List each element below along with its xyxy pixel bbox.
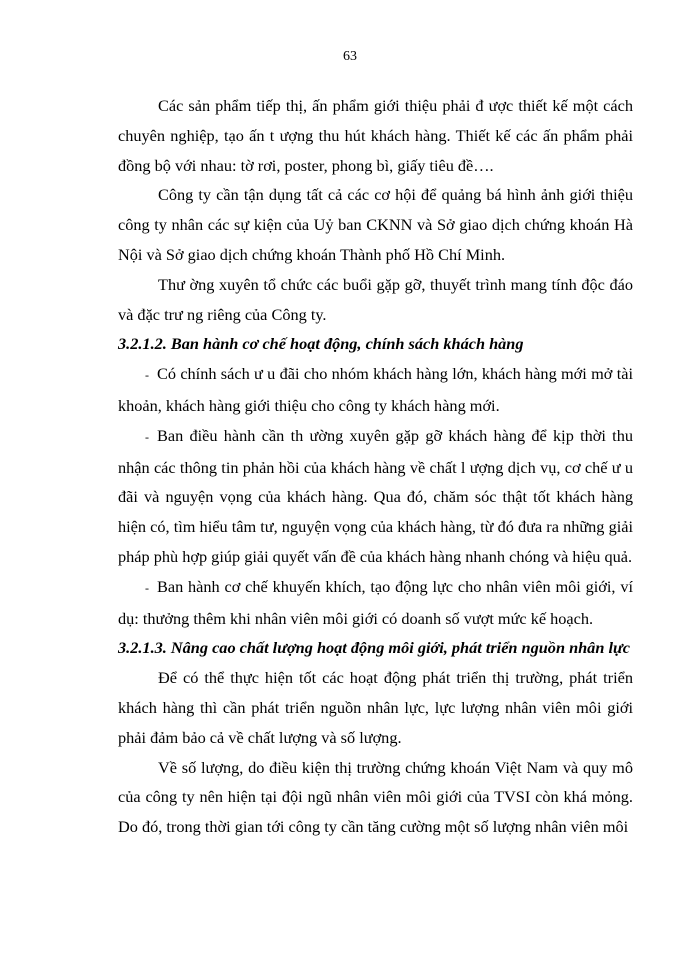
bullet-item [118, 359, 633, 421]
bullet-text: Có chính sách ư u đãi cho nhóm khách hàng lớn, khách hàng mới mở tài khoản, khách hàng giới thiệu cho công ty khách hàng mới. [118, 364, 633, 415]
paragraph: Về số lượng, do điều kiện thị trường chứng khoán Việt Nam và quy mô của công ty nên hiện tại đội ngũ nhân viên môi giới của TVSI còn khá mỏng. Do đó, trong thời gian tới công ty cần tăng cường một số lượng nhân viên môi [118, 757, 633, 837]
bullet-text: Ban điều hành cần th ường xuyên gặp gỡ khách hàng để kịp thời thu nhận các thông tin phản hồi của khách hàng về chất l ượng dịch vụ, cơ chế ư u đãi và nguyện vọng của khách hàng. Qua đó, chăm sóc thật tốt khách hàng hiện có, tìm hiểu tâm tư, nguyện vọng của khách hàng, từ đó đưa ra những giải pháp phù hợp giúp giải quyết vấn đề của khách hàng nhanh chóng và hiệu quả. [118, 425, 633, 566]
section-heading: 3.2.1.3. Nâng cao chất lượng hoạt động môi giới, phát triển nguồn nhân lực [118, 638, 630, 658]
page-number: 63 [343, 49, 357, 64]
bullet-item [118, 572, 633, 634]
paragraph: Thư ờng xuyên tổ chức các buổi gặp gỡ, thuyết trình mang tính độc đáo và đặc trư ng riêng của Công ty. [118, 274, 633, 324]
bullet-marker: - [145, 429, 149, 444]
paragraph: Các sản phẩm tiếp thị, ấn phẩm giới thiệu phải đ ược thiết kế một cách chuyên nghiệp, tạo ấn t ượng thu hút khách hàng. Thiết kế các ấn phẩm phải đồng bộ với nhau: tờ rơi, poster, phong bì, giấy tiêu đề…. [118, 96, 633, 175]
bullet-item [118, 421, 633, 572]
bullet-text: Ban hành cơ chế khuyến khích, tạo động lực cho nhân viên môi giới, ví dụ: thưởng thêm khi nhân viên môi giới có doanh số vượt mức kế hoạch. [118, 576, 633, 628]
bullet-marker: - [145, 368, 149, 383]
document-body [118, 91, 633, 842]
bullet-marker: - [145, 580, 149, 595]
section-heading: 3.2.1.2. Ban hành cơ chế hoạt động, chính sách khách hàng [118, 334, 524, 354]
paragraph: Để có thể thực hiện tốt các hoạt động phát triển thị trường, phát triển khách hàng thì cần phát triển nguồn nhân lực, lực lượng nhân viên môi giới phải đảm bảo cả về chất lượng và số lượng. [118, 668, 633, 747]
paragraph: Công ty cần tận dụng tất cả các cơ hội để quảng bá hình ảnh giới thiệu công ty nhân các sự kiện của Uỷ ban CKNN và Sở giao dịch chứng khoán Hà Nội và Sở giao dịch chứng khoán Thành phố Hồ Chí Minh. [118, 185, 633, 264]
